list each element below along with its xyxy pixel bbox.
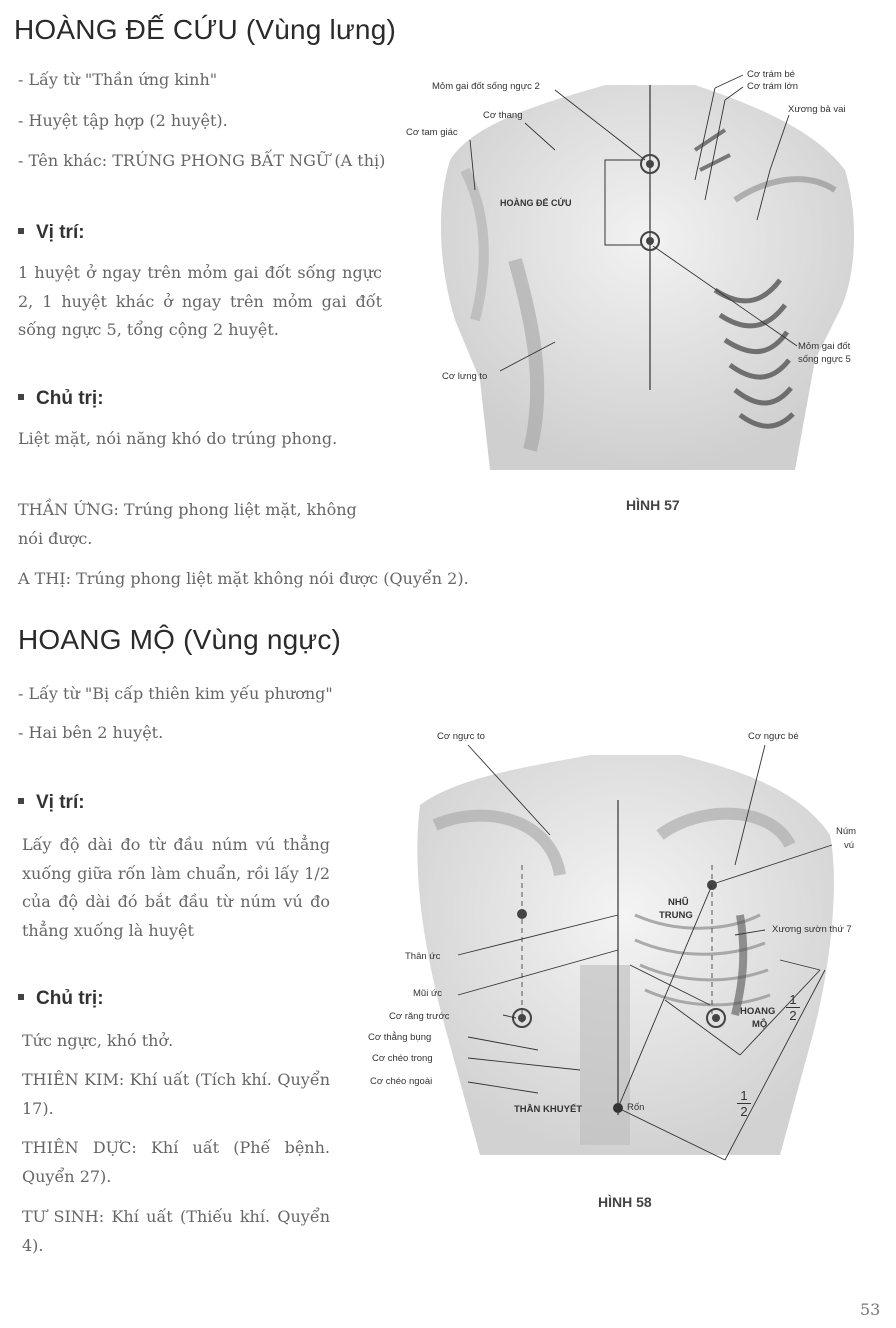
label-co-cheo-trong: Cơ chéo trong [372,1053,433,1064]
section1-vi-tri-text: 1 huyệt ở ngay trên mỏm gai đốt sống ngực 2, 1 huyệt khác ở ngay trên mỏm gai đốt sống ngực 5, tổng cộng 2 huyệt. [18,263,382,339]
section1-than-ung: THẦN ỨNG: Trúng phong liệt mặt, không nói được. [18,500,357,548]
label-mui-uc: Mũi ức [413,988,443,999]
label-nhu-trung-b: TRUNG [659,910,693,921]
section2-vi-tri-text: Lấy độ dài đo từ đầu núm vú thẳng xuống giữa rốn làm chuẩn, rồi lấy 1/2 của độ dài đó bắt đầu từ núm vú đo thẳng xuống là huyệt [22,835,330,940]
label-hoang-mo-a: HOANG [740,1006,776,1017]
label-co-tram-be: Cơ trám bé [747,69,795,80]
figure-58-caption: HÌNH 58 [598,1194,652,1210]
bullet-icon [18,228,24,234]
line-count: - Huyệt tập hợp (2 huyệt). [18,110,228,130]
line-count: - Hai bên 2 huyệt. [18,722,164,742]
fraction-upper: 1 2 [786,992,800,1023]
line-source: - Lấy từ "Bị cấp thiên kim yếu phương" [18,684,333,703]
figure-57-caption: HÌNH 57 [626,497,680,513]
label-ron: Rốn [627,1102,645,1113]
label-co-thang: Cơ thang [483,110,523,121]
section2-chu-tri-heading: Chủ trị: [18,988,104,1010]
section1-title: HOÀNG ĐẾ CỨU (Vùng lưng) [14,14,396,45]
section2-tu-sinh: TƯ SINH: Khí uất (Thiếu khí. Quyển 4). [22,1207,330,1255]
figure-57-back-diagram [395,60,890,480]
label-nhu-trung-a: NHŨ [668,897,689,908]
label-co-thang-bung: Cơ thẳng bụng [368,1032,432,1043]
section2-thien-duc: THIÊN DỰC: Khí uất (Phế bệnh. Quyển 27). [22,1138,330,1186]
figure-58-chest-diagram [360,715,890,1185]
bullet-icon [18,994,24,1000]
section2-title: HOANG MỘ (Vùng ngực) [18,624,342,655]
section2-lines [18,680,338,747]
label-mom-gai-5a: Mỏm gai đốt [798,341,851,352]
label-num-vu-a: Núm [836,826,857,837]
label-co-tram-lon: Cơ trám lớn [747,81,798,92]
line-source: - Lấy từ "Thần ứng kinh" [18,70,218,89]
label-mom-gai-2: Mỏm gai đốt sống ngực 2 [432,81,540,92]
section2-vi-tri-heading: Vị trí: [18,792,85,814]
section1-a-thi: A THỊ: Trúng phong liệt mặt không nói được (Quyển 2). [18,569,469,588]
label-co-nguc-to: Cơ ngực to [437,731,485,742]
bullet-icon [18,798,24,804]
section1-chu-tri-text: Liệt mặt, nói năng khó do trúng phong. [18,429,338,448]
label-co-cheo-ngoai: Cơ chéo ngoài [370,1076,433,1087]
page-number: 53 [860,1300,881,1319]
label-xuong-ba-vai: Xương bả vai [788,104,846,115]
label-xuong-suon-7: Xương sườn thứ 7 [772,924,852,935]
label-co-lung-to: Cơ lưng to [442,371,488,382]
back-silhouette [441,85,854,470]
section1-lines [18,66,388,176]
section2-thien-kim: THIÊN KIM: Khí uất (Tích khí. Quyển 17). [22,1070,330,1118]
label-than-khuyet: THẦN KHUYẾT [514,1104,583,1115]
line-other-name: - Tên khác: TRÚNG PHONG BẤT NGỮ (A thị) [18,151,386,170]
bullet-icon [18,394,24,400]
label-num-vu-b: vú [844,840,855,851]
label-mom-gai-5b: sống ngực 5 [798,354,851,365]
section2-chu-tri-text: Tức ngực, khó thở. [22,1031,174,1050]
label-co-nguc-be: Cơ ngực bé [748,731,799,742]
fraction-lower: 1 2 [737,1088,751,1119]
label-hoang-mo-b: MỘ [752,1019,768,1030]
section1-chu-tri-heading: Chủ trị: [18,388,104,410]
section1-vi-tri-heading: Vị trí: [18,222,85,244]
label-hoang-de-cuu: HOÀNG ĐẾ CỨU [500,198,572,208]
label-than-uc: Thân ức [405,951,441,962]
label-co-tam-giac: Cơ tam giác [406,127,458,138]
label-co-rang-truoc: Cơ răng trước [389,1011,450,1022]
